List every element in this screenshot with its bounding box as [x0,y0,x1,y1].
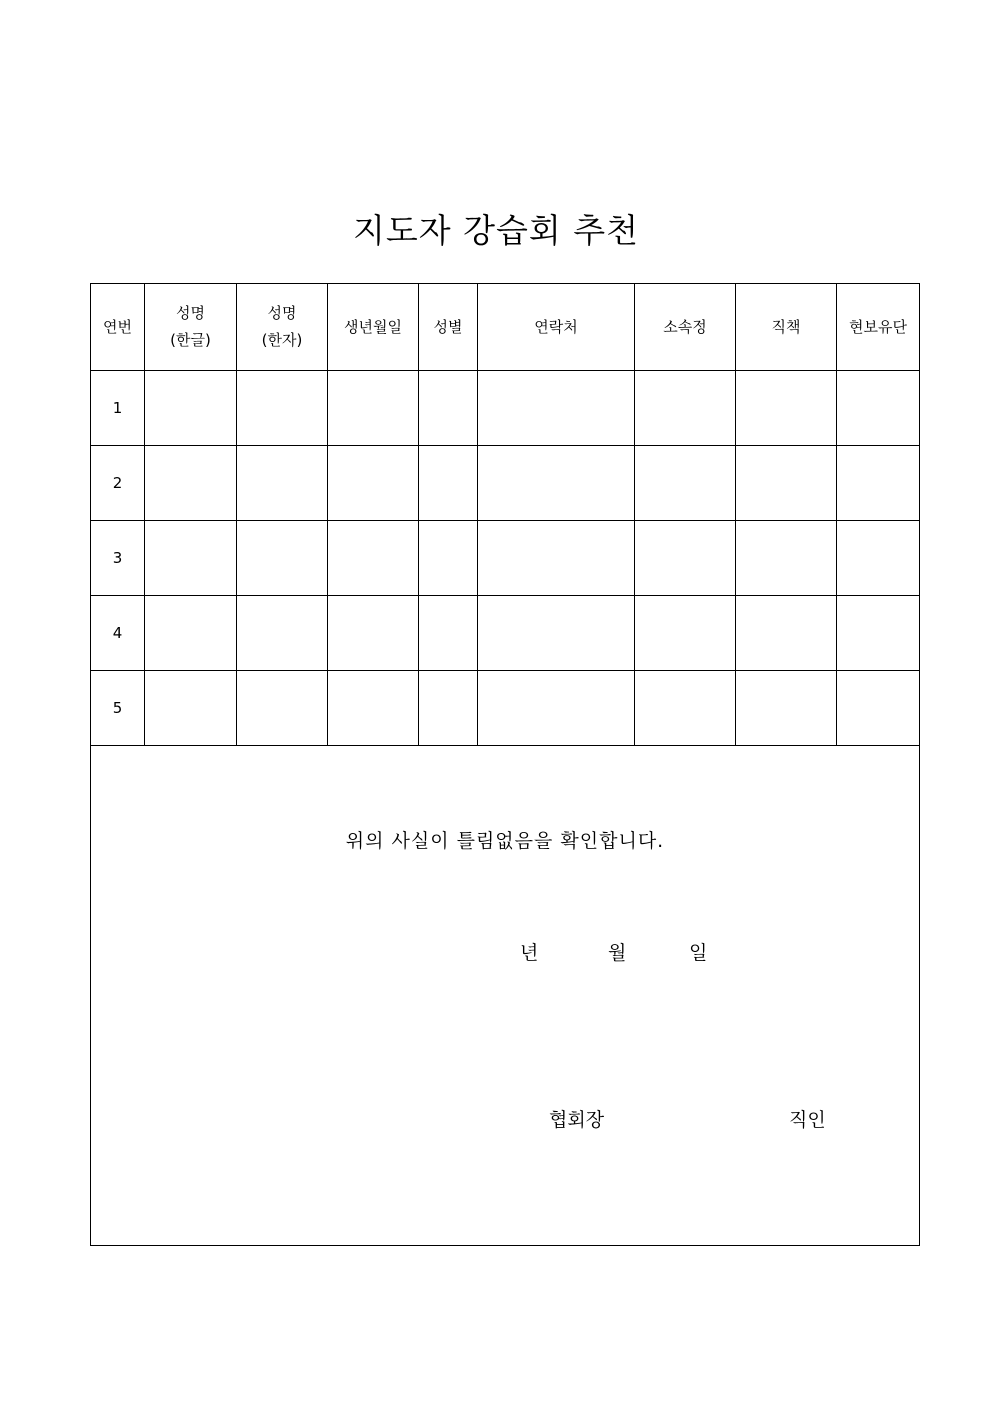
header-position: 직책 [736,284,837,371]
cell-dan[interactable] [837,521,920,596]
header-name-korean: 성명 (한글) [145,284,237,371]
header-name-hanja: 성명 (한자) [237,284,328,371]
cell-name-hanja[interactable] [237,446,328,521]
cell-birthdate[interactable] [328,446,419,521]
cell-position[interactable] [736,371,837,446]
cell-gender[interactable] [419,671,478,746]
cell-gender[interactable] [419,596,478,671]
cell-contact[interactable] [478,371,635,446]
confirmation-box [91,746,919,1245]
confirmation-cell [91,746,920,1246]
cell-name-korean[interactable] [145,671,237,746]
cell-contact[interactable] [478,521,635,596]
cell-name-hanja[interactable] [237,521,328,596]
table-row [91,671,920,746]
date-year-label: 년 [520,942,539,964]
page-title: 지도자 강습회 추천 [352,211,639,250]
cell-name-korean[interactable] [145,446,237,521]
cell-dojang[interactable] [635,371,736,446]
cell-position[interactable] [736,671,837,746]
cell-birthdate[interactable] [328,671,419,746]
confirmation-section [91,746,920,1246]
cell-name-korean[interactable] [145,521,237,596]
cell-dojang[interactable] [635,671,736,746]
confirmation-statement: 위의 사실이 틀림없음을 확인합니다. [345,830,665,852]
cell-name-hanja[interactable] [237,371,328,446]
cell-contact[interactable] [478,671,635,746]
cell-position[interactable] [736,446,837,521]
date-month-label: 월 [608,942,627,964]
cell-birthdate[interactable] [328,596,419,671]
cell-dan[interactable] [837,446,920,521]
table-row [91,371,920,446]
table-row [91,521,920,596]
header-gender: 성별 [419,284,478,371]
date-day-label: 일 [689,942,708,964]
header-birthdate: 생년월일 [328,284,419,371]
cell-birthdate[interactable] [328,521,419,596]
seal-label: 직인 [789,1109,826,1131]
header-dan: 현보유단 [837,284,920,371]
recommendation-table [90,283,920,1246]
row-number: 5 [91,671,145,746]
cell-name-hanja[interactable] [237,596,328,671]
cell-dan[interactable] [837,371,920,446]
table-row [91,596,920,671]
row-number: 4 [91,596,145,671]
cell-name-korean[interactable] [145,596,237,671]
cell-dojang[interactable] [635,596,736,671]
cell-gender[interactable] [419,521,478,596]
header-dojang: 소속정 [635,284,736,371]
cell-contact[interactable] [478,446,635,521]
cell-name-korean[interactable] [145,371,237,446]
row-number: 2 [91,446,145,521]
table-header-row [91,284,920,371]
cell-dojang[interactable] [635,446,736,521]
cell-dan[interactable] [837,596,920,671]
cell-name-hanja[interactable] [237,671,328,746]
row-number: 3 [91,521,145,596]
chairman-label: 협회장 [549,1109,605,1131]
cell-gender[interactable] [419,446,478,521]
cell-dojang[interactable] [635,521,736,596]
cell-position[interactable] [736,596,837,671]
cell-position[interactable] [736,521,837,596]
cell-dan[interactable] [837,671,920,746]
header-contact: 연락처 [478,284,635,371]
header-no: 연번 [91,284,145,371]
row-number: 1 [91,371,145,446]
cell-gender[interactable] [419,371,478,446]
cell-birthdate[interactable] [328,371,419,446]
table-row [91,446,920,521]
cell-contact[interactable] [478,596,635,671]
